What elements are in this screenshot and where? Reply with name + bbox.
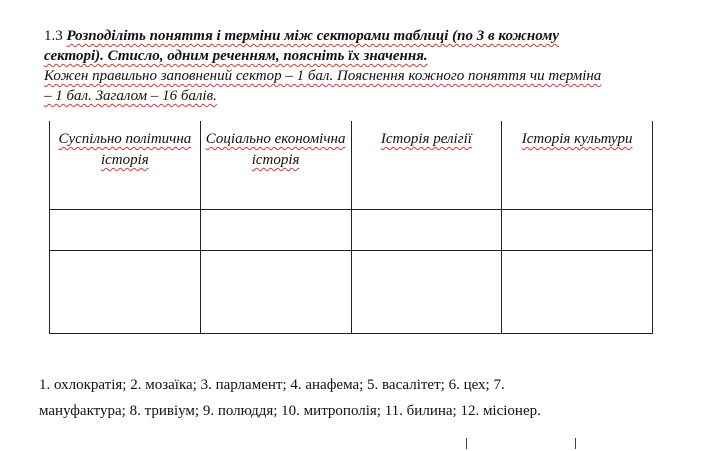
table-cell[interactable] <box>351 251 502 334</box>
column-header-social-political: Суспільно політична історія <box>50 121 201 210</box>
table-cell[interactable] <box>50 210 201 251</box>
column-header-religion-history: Історія релігії <box>351 121 502 210</box>
terms-text: 1. охлократія; 2. мозаїка; 3. парламент; 4. анафема; 5. васалітет; 6. цех; 7. мануфактура; 8. тривіум; 9. полюддя; 10. митрополія; 11. билина; 12. місіонер. <box>39 377 541 419</box>
task-scoring: Кожен правильно заповнений сектор – 1 бал. Пояснення кожного поняття чи терміна – 1 бал. Загалом – 16 балів. <box>44 68 602 104</box>
table-cell[interactable] <box>200 251 351 334</box>
task-number: 1.3 <box>44 28 63 44</box>
column-header-social-economic: Соціально економічна історія <box>200 121 351 210</box>
task-heading <box>44 26 604 66</box>
table-cell[interactable] <box>502 210 653 251</box>
answer-table <box>49 121 653 334</box>
table-row <box>50 251 653 334</box>
table-cell[interactable] <box>50 251 201 334</box>
terms-list <box>39 372 559 424</box>
task-block <box>44 26 604 106</box>
tick-mark <box>466 438 467 449</box>
table-cell[interactable] <box>502 251 653 334</box>
table-row <box>50 210 653 251</box>
table-cell[interactable] <box>200 210 351 251</box>
task-instruction: Розподіліть поняття і терміни між секторами таблиці (по 3 в кожному секторі). Стисло, одним реченням, поясніть їх значення. <box>44 28 560 64</box>
table-header-row <box>50 121 653 210</box>
table-cell[interactable] <box>351 210 502 251</box>
column-header-culture-history: Історія культури <box>502 121 653 210</box>
tick-mark <box>575 438 576 449</box>
